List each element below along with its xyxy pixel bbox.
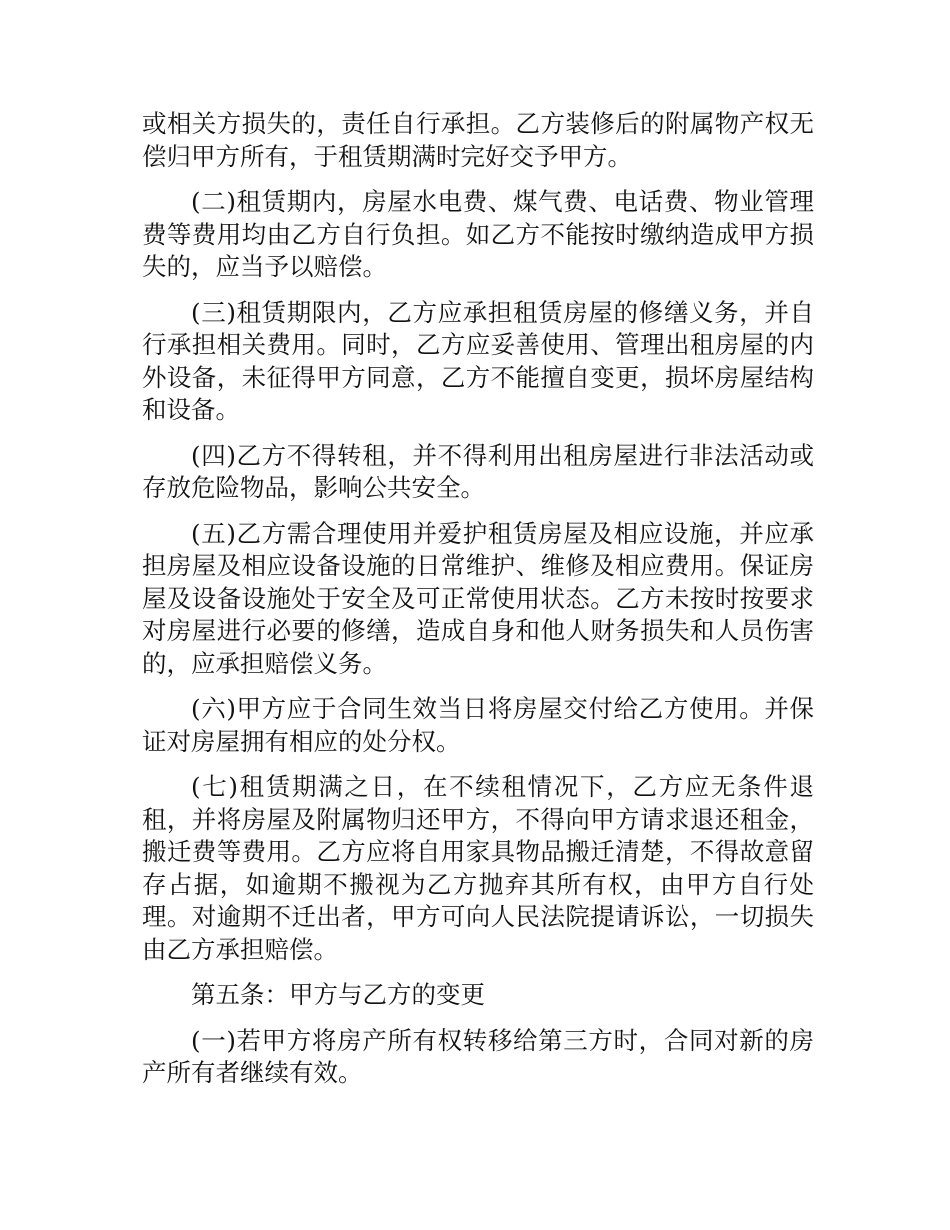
paragraph-clause-7: (七)租赁期满之日，在不续租情况下，乙方应无条件退租，并将房屋及附属物归还甲方，不得向甲方请求退还租金，搬迁费等费用。乙方应将自用家具物品搬迁清楚，不得故意留存占据，如逾期不搬视为乙方抛弃其所有权，由甲方自行处理。对逾期不迁出者，甲方可向人民法院提请诉讼，一切损失由乙方承担赔偿。: [142, 772, 814, 964]
paragraph-article-5-clause-1: (一)若甲方将房产所有权转移给第三方时，合同对新的房产所有者继续有效。: [142, 1025, 814, 1087]
paragraph-clause-5: (五)乙方需合理使用并爱护租赁房屋及相应设施，并应承担房屋及相应设备设施的日常维护、维修及相应费用。保证房屋及设备设施处于安全及可正常使用状态。乙方未按时按要求对房屋进行必要的修缮，造成自身和他人财务损失和人员伤害的，应承担赔偿义务。: [142, 518, 814, 678]
paragraph-clause-3: (三)租赁期限内，乙方应承担租赁房屋的修缮义务，并自行承担相关费用。同时，乙方应妥善使用、管理出租房屋的内外设备，未征得甲方同意，乙方不能擅自变更，损坏房屋结构和设备。: [142, 297, 814, 424]
paragraph-continuation: 或相关方损失的，责任自行承担。乙方装修后的附属物产权无偿归甲方所有，于租赁期满时完好交予甲方。: [142, 109, 814, 171]
section-heading-article-5: 第五条：甲方与乙方的变更: [191, 980, 485, 1009]
paragraph-clause-4: (四)乙方不得转租，并不得利用出租房屋进行非法活动或存放危险物品，影响公共安全。: [142, 440, 814, 502]
paragraph-clause-2: (二)租赁期内，房屋水电费、煤气费、电话费、物业管理费等费用均由乙方自行负担。如乙方不能按时缴纳造成甲方损失的，应当予以赔偿。: [142, 187, 814, 281]
document-body: [142, 108, 814, 1103]
paragraph-clause-6: (六)甲方应于合同生效当日将房屋交付给乙方使用。并保证对房屋拥有相应的处分权。: [142, 694, 814, 756]
